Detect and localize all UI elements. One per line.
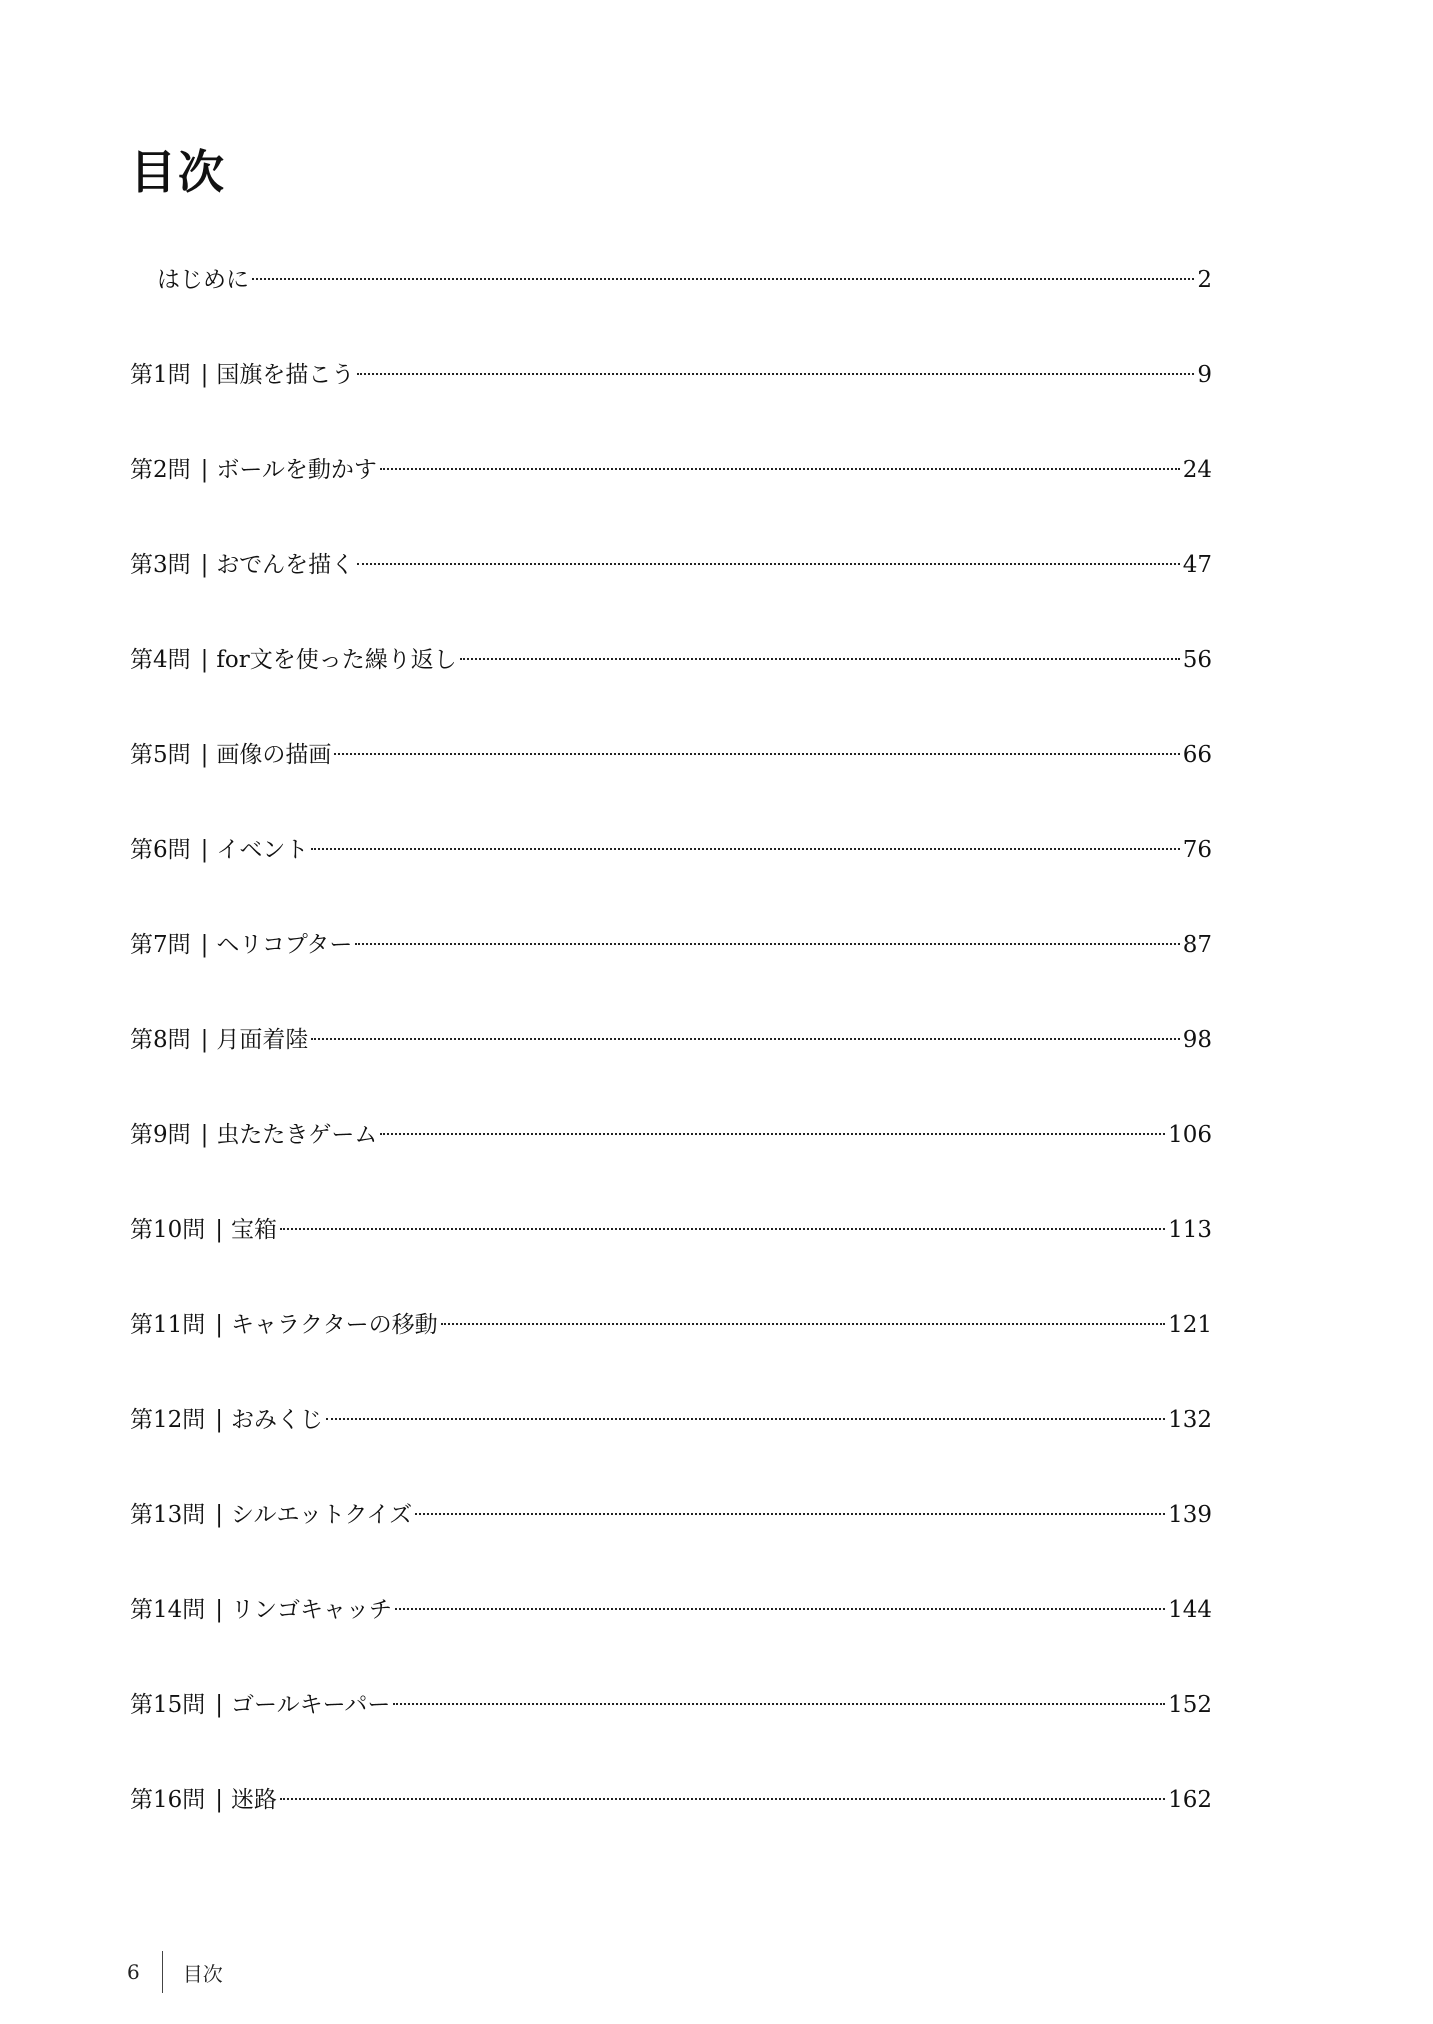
toc-entry-title: 国旗を描こう: [216, 362, 355, 388]
toc-entry-title: おでんを描く: [216, 552, 355, 578]
toc-entry-page: 121: [1168, 1312, 1212, 1338]
toc-entry-chapter-14[interactable]: [130, 1580, 1212, 1675]
dot-leader: [355, 943, 1179, 945]
toc-entry-chapter-11[interactable]: [130, 1295, 1212, 1390]
toc-separator: |: [215, 1312, 224, 1338]
toc-entry-page: 9: [1197, 362, 1212, 388]
toc-entry-page: 66: [1182, 742, 1212, 768]
table-of-contents: [130, 250, 1212, 1865]
toc-entry-title: ゴールキーパー: [231, 1692, 391, 1718]
toc-entry-page: 139: [1168, 1502, 1212, 1528]
toc-entry-preface[interactable]: [130, 250, 1212, 345]
toc-separator: |: [215, 1787, 224, 1813]
dot-leader: [311, 848, 1179, 850]
toc-separator: |: [200, 647, 209, 673]
toc-entry-chapter: 第6問: [130, 837, 191, 863]
toc-entry-chapter-4[interactable]: [130, 630, 1212, 725]
toc-entry-chapter-9[interactable]: [130, 1105, 1212, 1200]
toc-entry-chapter-16[interactable]: [130, 1770, 1212, 1865]
dot-leader: [252, 278, 1194, 280]
toc-entry-chapter-7[interactable]: [130, 915, 1212, 1010]
toc-entry-page: 132: [1168, 1407, 1212, 1433]
toc-separator: |: [200, 742, 209, 768]
toc-entry-page: 2: [1197, 267, 1212, 293]
toc-entry-page: 152: [1168, 1692, 1212, 1718]
toc-entry-title: 画像の描画: [216, 742, 332, 768]
toc-entry-page: 106: [1168, 1122, 1212, 1148]
toc-entry-title: ボールを動かす: [216, 457, 377, 483]
toc-separator: |: [200, 932, 209, 958]
dot-leader: [311, 1038, 1179, 1040]
toc-entry-title: 迷路: [231, 1787, 278, 1813]
dot-leader: [357, 373, 1194, 375]
toc-separator: |: [200, 1122, 209, 1148]
dot-leader: [357, 563, 1180, 565]
toc-separator: |: [200, 1027, 209, 1053]
toc-entry-chapter: 第2問: [130, 457, 191, 483]
dot-leader: [393, 1703, 1165, 1705]
dot-leader: [334, 753, 1179, 755]
toc-entry-chapter: 第4問: [130, 647, 191, 673]
toc-entry-chapter-15[interactable]: [130, 1675, 1212, 1770]
toc-entry-title: 宝箱: [231, 1217, 278, 1243]
toc-entry-chapter: 第12問: [130, 1407, 206, 1433]
dot-leader: [380, 468, 1180, 470]
toc-entry-chapter-8[interactable]: [130, 1010, 1212, 1105]
toc-entry-chapter: 第16問: [130, 1787, 206, 1813]
toc-separator: |: [215, 1217, 224, 1243]
toc-separator: |: [215, 1597, 224, 1623]
toc-entry-page: 56: [1182, 647, 1212, 673]
toc-entry-title: おみくじ: [231, 1407, 324, 1433]
toc-entry-chapter: 第15問: [130, 1692, 206, 1718]
footer-divider: [162, 1951, 163, 1993]
toc-entry-page: 24: [1182, 457, 1212, 483]
toc-entry-title: 月面着陸: [216, 1027, 309, 1053]
toc-entry-chapter: 第3問: [130, 552, 191, 578]
toc-entry-title: はじめに: [157, 267, 249, 293]
toc-entry-chapter-12[interactable]: [130, 1390, 1212, 1485]
toc-entry-title: for文を使った繰り返し: [216, 647, 457, 673]
toc-entry-title: ヘリコプター: [216, 932, 353, 958]
toc-entry-chapter-1[interactable]: [130, 345, 1212, 440]
toc-entry-chapter-6[interactable]: [130, 820, 1212, 915]
toc-separator: |: [200, 552, 209, 578]
toc-entry-title: イベント: [216, 837, 309, 863]
page-footer: [127, 1950, 223, 1994]
toc-separator: |: [200, 837, 209, 863]
toc-entry-page: 113: [1168, 1217, 1212, 1243]
toc-separator: |: [200, 362, 209, 388]
dot-leader: [395, 1608, 1165, 1610]
toc-entry-page: 98: [1182, 1027, 1212, 1053]
toc-separator: |: [215, 1502, 224, 1528]
toc-entry-page: 87: [1182, 932, 1212, 958]
toc-separator: |: [200, 457, 209, 483]
toc-entry-title: キャラクターの移動: [231, 1312, 438, 1338]
toc-entry-title: シルエットクイズ: [231, 1502, 413, 1528]
dot-leader: [460, 658, 1180, 660]
toc-entry-page: 47: [1182, 552, 1212, 578]
toc-entry-page: 76: [1182, 837, 1212, 863]
page-title: 目次: [130, 144, 226, 199]
dot-leader: [415, 1513, 1165, 1515]
toc-entry-chapter: 第8問: [130, 1027, 191, 1053]
toc-entry-chapter: 第14問: [130, 1597, 206, 1623]
dot-leader: [380, 1133, 1165, 1135]
dot-leader: [441, 1323, 1166, 1325]
toc-entry-page: 162: [1168, 1787, 1212, 1813]
toc-entry-chapter-2[interactable]: [130, 440, 1212, 535]
toc-entry-title: リンゴキャッチ: [231, 1597, 393, 1623]
toc-entry-chapter-5[interactable]: [130, 725, 1212, 820]
toc-entry-title: 虫たたきゲーム: [216, 1122, 378, 1148]
toc-entry-chapter: 第9問: [130, 1122, 191, 1148]
toc-entry-chapter: 第11問: [130, 1312, 206, 1338]
toc-separator: |: [215, 1692, 224, 1718]
toc-entry-page: 144: [1168, 1597, 1212, 1623]
toc-separator: |: [215, 1407, 224, 1433]
toc-entry-chapter: 第1問: [130, 362, 191, 388]
dot-leader: [326, 1418, 1165, 1420]
footer-page-number: 6: [127, 1960, 140, 1984]
dot-leader: [280, 1798, 1165, 1800]
toc-entry-chapter: 第7問: [130, 932, 191, 958]
dot-leader: [280, 1228, 1165, 1230]
toc-entry-chapter: 第13問: [130, 1502, 206, 1528]
toc-entry-chapter-3[interactable]: [130, 535, 1212, 630]
footer-section-label: 目次: [182, 1961, 223, 1986]
toc-entry-chapter-10[interactable]: [130, 1200, 1212, 1295]
toc-entry-chapter: 第10問: [130, 1217, 206, 1243]
toc-entry-chapter: 第5問: [130, 742, 191, 768]
toc-entry-chapter-13[interactable]: [130, 1485, 1212, 1580]
